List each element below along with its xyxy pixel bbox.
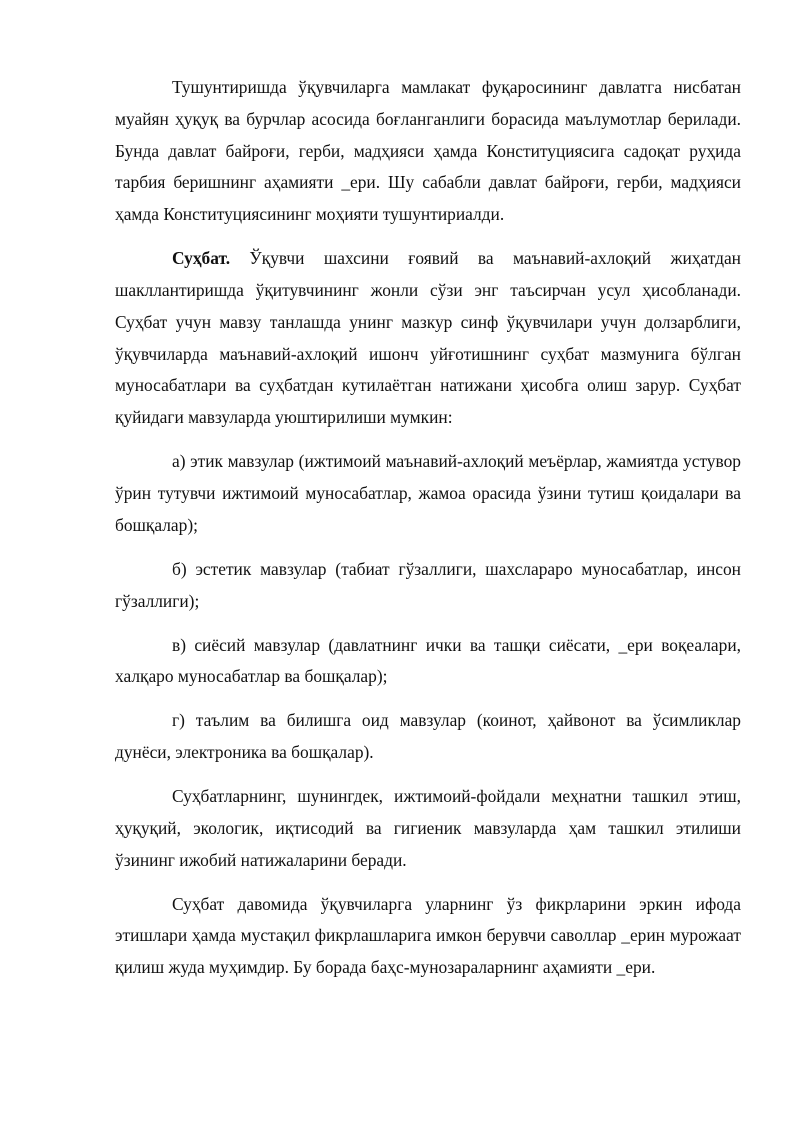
paragraph-text: Ўқувчи шахсини ғоявий ва маънавий-ахлоқий жиҳатдан шакллантиришда ўқитувчининг жонли сўзи энг таъсирчан усул ҳисобланади. Суҳбат учун мавзу танлашда унинг мазкур синф ўқувчилари учун долзарблиги, ўқувчиларда маънавий-ахлоқий ишонч уйғотишнинг суҳбат мазмунига бўлган муносабатлари ва суҳбатдан кутилаётган натижани ҳисобга олиш зарур. Суҳбат қуйидаги мавзуларда уюштирилиши мумкин: bbox=[115, 248, 741, 428]
paragraph-text: а) этик мавзулар (ижтимоий маънавий-ахлоқий меъёрлар, жамиятда устувор ўрин тутувчи ижтимоий муносабатлар, жамоа орасида ўзини тутиш қоидалари ва бошқалар); bbox=[115, 451, 741, 535]
list-item-aesthetic-topics bbox=[115, 554, 741, 618]
paragraph-text: г) таълим ва билишга оид мавзулар (коинот, ҳайвонот ва ўсимликлар дунёси, электроника ва бошқалар). bbox=[115, 710, 741, 763]
paragraph-text: б) эстетик мавзулар (табиат гўзаллиги, шахслараро муносабатлар, инсон гўзаллиги); bbox=[115, 558, 741, 611]
paragraph-explanation bbox=[115, 72, 741, 231]
paragraph-lead-heading: Суҳбат. bbox=[172, 248, 231, 269]
text-column bbox=[115, 72, 741, 996]
paragraph-text: в) сиёсий мавзулар (давлатнинг ички ва ташқи сиёсати, _ери воқеалари, халқаро муносабатлар ва бошқалар); bbox=[115, 634, 741, 687]
paragraph-conversation-results bbox=[115, 781, 741, 876]
list-item-education-topics bbox=[115, 705, 741, 769]
paragraph-text: Суҳбат давомида ўқувчиларга уларнинг ўз фикрларини эркин ифода этишлари ҳамда мустақил фикрлашларига имкон берувчи саволлар _ерин мурожаат қилиш жуда муҳимдир. Бу борада баҳс-мунозараларнинг аҳамияти _ери. bbox=[115, 893, 741, 978]
paragraph-conversation-questions bbox=[115, 889, 741, 984]
paragraph-text: Суҳбатларнинг, шунингдек, ижтимоий-фойдали меҳнатни ташкил этиш, ҳуқуқий, экологик, иқтисодий ва гигиеник мавзуларда ҳам ташкил этилиши ўзининг ижобий натижаларини беради. bbox=[115, 786, 741, 870]
paragraph-text: Тушунтиришда ўқувчиларга мамлакат фуқаросининг давлатга нисбатан муайян ҳуқуқ ва бурчлар асосида боғланганлиги борасида маълумотлар берилади. Бунда давлат байроғи, герби, мадҳияси ҳамда Конституциясига садоқат руҳида тарбия беришнинг аҳамияти _ери. Шу сабабли давлат байроғи, герби, мадҳияси ҳамда Конституциясининг моҳияти тушунтириалди. bbox=[115, 77, 741, 225]
list-item-ethic-topics bbox=[115, 446, 741, 541]
list-item-political-topics bbox=[115, 630, 741, 694]
paragraph-conversation bbox=[115, 243, 741, 434]
